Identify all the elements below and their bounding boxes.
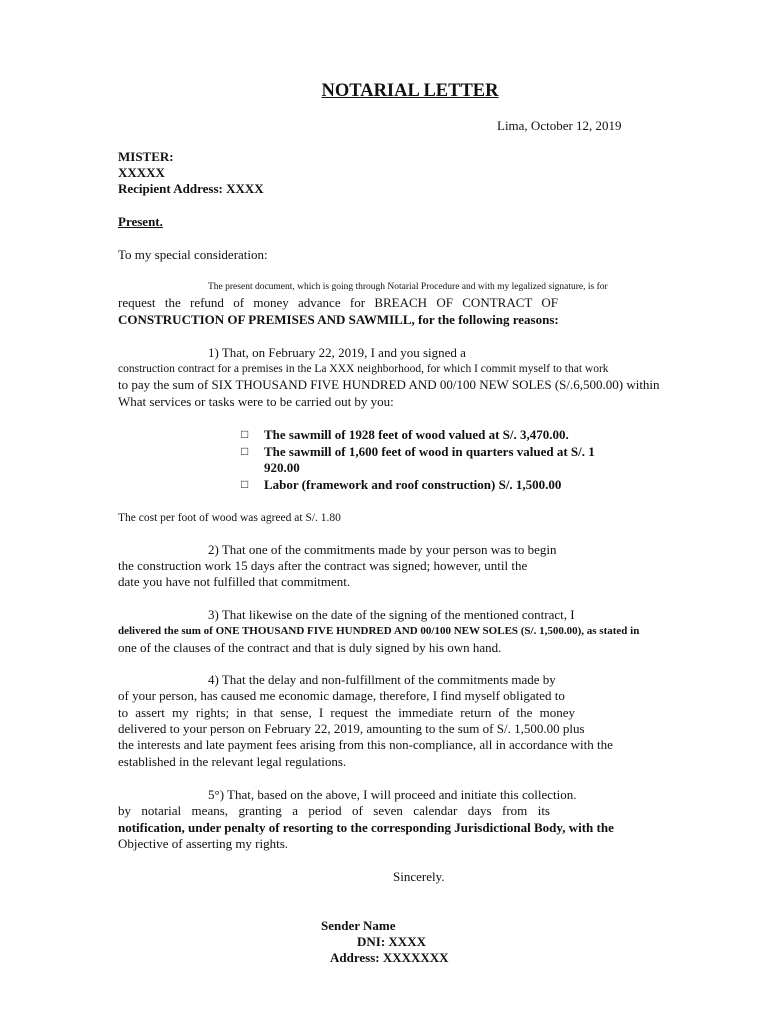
bullet-icon: □ bbox=[241, 444, 249, 458]
list-item: The sawmill of 1928 feet of wood valued at S/. 3,470.00. bbox=[264, 427, 569, 442]
point4-line-2: of your person, has caused me economic damage, therefore, I find myself obligated to bbox=[118, 688, 565, 703]
point4-line-3: to assert my rights; in that sense, I request the immediate return of the money bbox=[118, 705, 575, 720]
bullet-icon: □ bbox=[241, 427, 249, 441]
point4-line-6: established in the relevant legal regulations. bbox=[118, 754, 347, 769]
intro-line-2: request the refund of money advance for BREACH OF CONTRACT OF bbox=[118, 295, 558, 310]
sender-dni: DNI: XXXX bbox=[357, 934, 426, 949]
point5-line-2: by notarial means, granting a period of seven calendar days from its bbox=[118, 803, 550, 818]
list-item-continuation: 920.00 bbox=[264, 460, 300, 475]
point2-line-1: 2) That one of the commitments made by your person was to begin bbox=[208, 542, 557, 557]
point1-line-4: What services or tasks were to be carried out by you: bbox=[118, 394, 394, 409]
point3-line-1: 3) That likewise on the date of the signing of the mentioned contract, I bbox=[208, 607, 575, 622]
date-line: Lima, October 12, 2019 bbox=[497, 118, 622, 133]
point4-line-1: 4) That the delay and non-fulfillment of the commitments made by bbox=[208, 672, 556, 687]
list-item: The sawmill of 1,600 feet of wood in quarters valued at S/. 1 bbox=[264, 444, 595, 459]
point1-line-1: 1) That, on February 22, 2019, I and you signed a bbox=[208, 345, 466, 360]
bullet-icon: □ bbox=[241, 477, 249, 491]
point1-line-3: to pay the sum of SIX THOUSAND FIVE HUNDRED AND 00/100 NEW SOLES (S/.6,500.00) within bbox=[118, 377, 660, 392]
recipient-address: Recipient Address: XXXX bbox=[118, 181, 264, 196]
point3-line-2: delivered the sum of ONE THOUSAND FIVE HUNDRED AND 00/100 NEW SOLES (S/. 1,500.00), as stated in bbox=[118, 625, 640, 637]
point5-line-3: notification, under penalty of resorting to the corresponding Jurisdictional Body, with the bbox=[118, 820, 614, 835]
point5-line-4: Objective of asserting my rights. bbox=[118, 836, 289, 851]
list-item: Labor (framework and roof construction) S/. 1,500.00 bbox=[264, 477, 562, 492]
point5-line-1: 5°) That, based on the above, I will proceed and initiate this collection. bbox=[208, 787, 577, 802]
recipient-label: MISTER: bbox=[118, 149, 174, 164]
point3-line-3: one of the clauses of the contract and that is duly signed by his own hand. bbox=[118, 640, 502, 655]
recipient-name: XXXXX bbox=[118, 165, 165, 180]
present-heading: Present. bbox=[118, 214, 163, 229]
cost-note: The cost per foot of wood was agreed at S/. 1.80 bbox=[118, 512, 341, 524]
point4-line-4: delivered to your person on February 22, 2019, amounting to the sum of S/. 1,500.00 plus bbox=[118, 721, 585, 736]
point4-line-5: the interests and late payment fees arising from this non-compliance, all in accordance with the bbox=[118, 737, 613, 752]
document-title: NOTARIAL LETTER bbox=[321, 81, 499, 101]
intro-line-3: CONSTRUCTION OF PREMISES AND SAWMILL, for the following reasons: bbox=[118, 312, 559, 327]
point1-line-2: construction contract for a premises in the La XXX neighborhood, for which I commit myself to that work bbox=[118, 363, 609, 375]
intro-line-1: The present document, which is going through Notarial Procedure and with my legalized signature, is for bbox=[208, 282, 608, 292]
greeting: To my special consideration: bbox=[118, 247, 268, 262]
sender-address: Address: XXXXXXX bbox=[330, 950, 449, 965]
point2-line-2: the construction work 15 days after the contract was signed; however, until the bbox=[118, 558, 528, 573]
sender-name: Sender Name bbox=[321, 918, 396, 933]
point2-line-3: date you have not fulfilled that commitment. bbox=[118, 574, 351, 589]
closing: Sincerely. bbox=[393, 869, 445, 884]
